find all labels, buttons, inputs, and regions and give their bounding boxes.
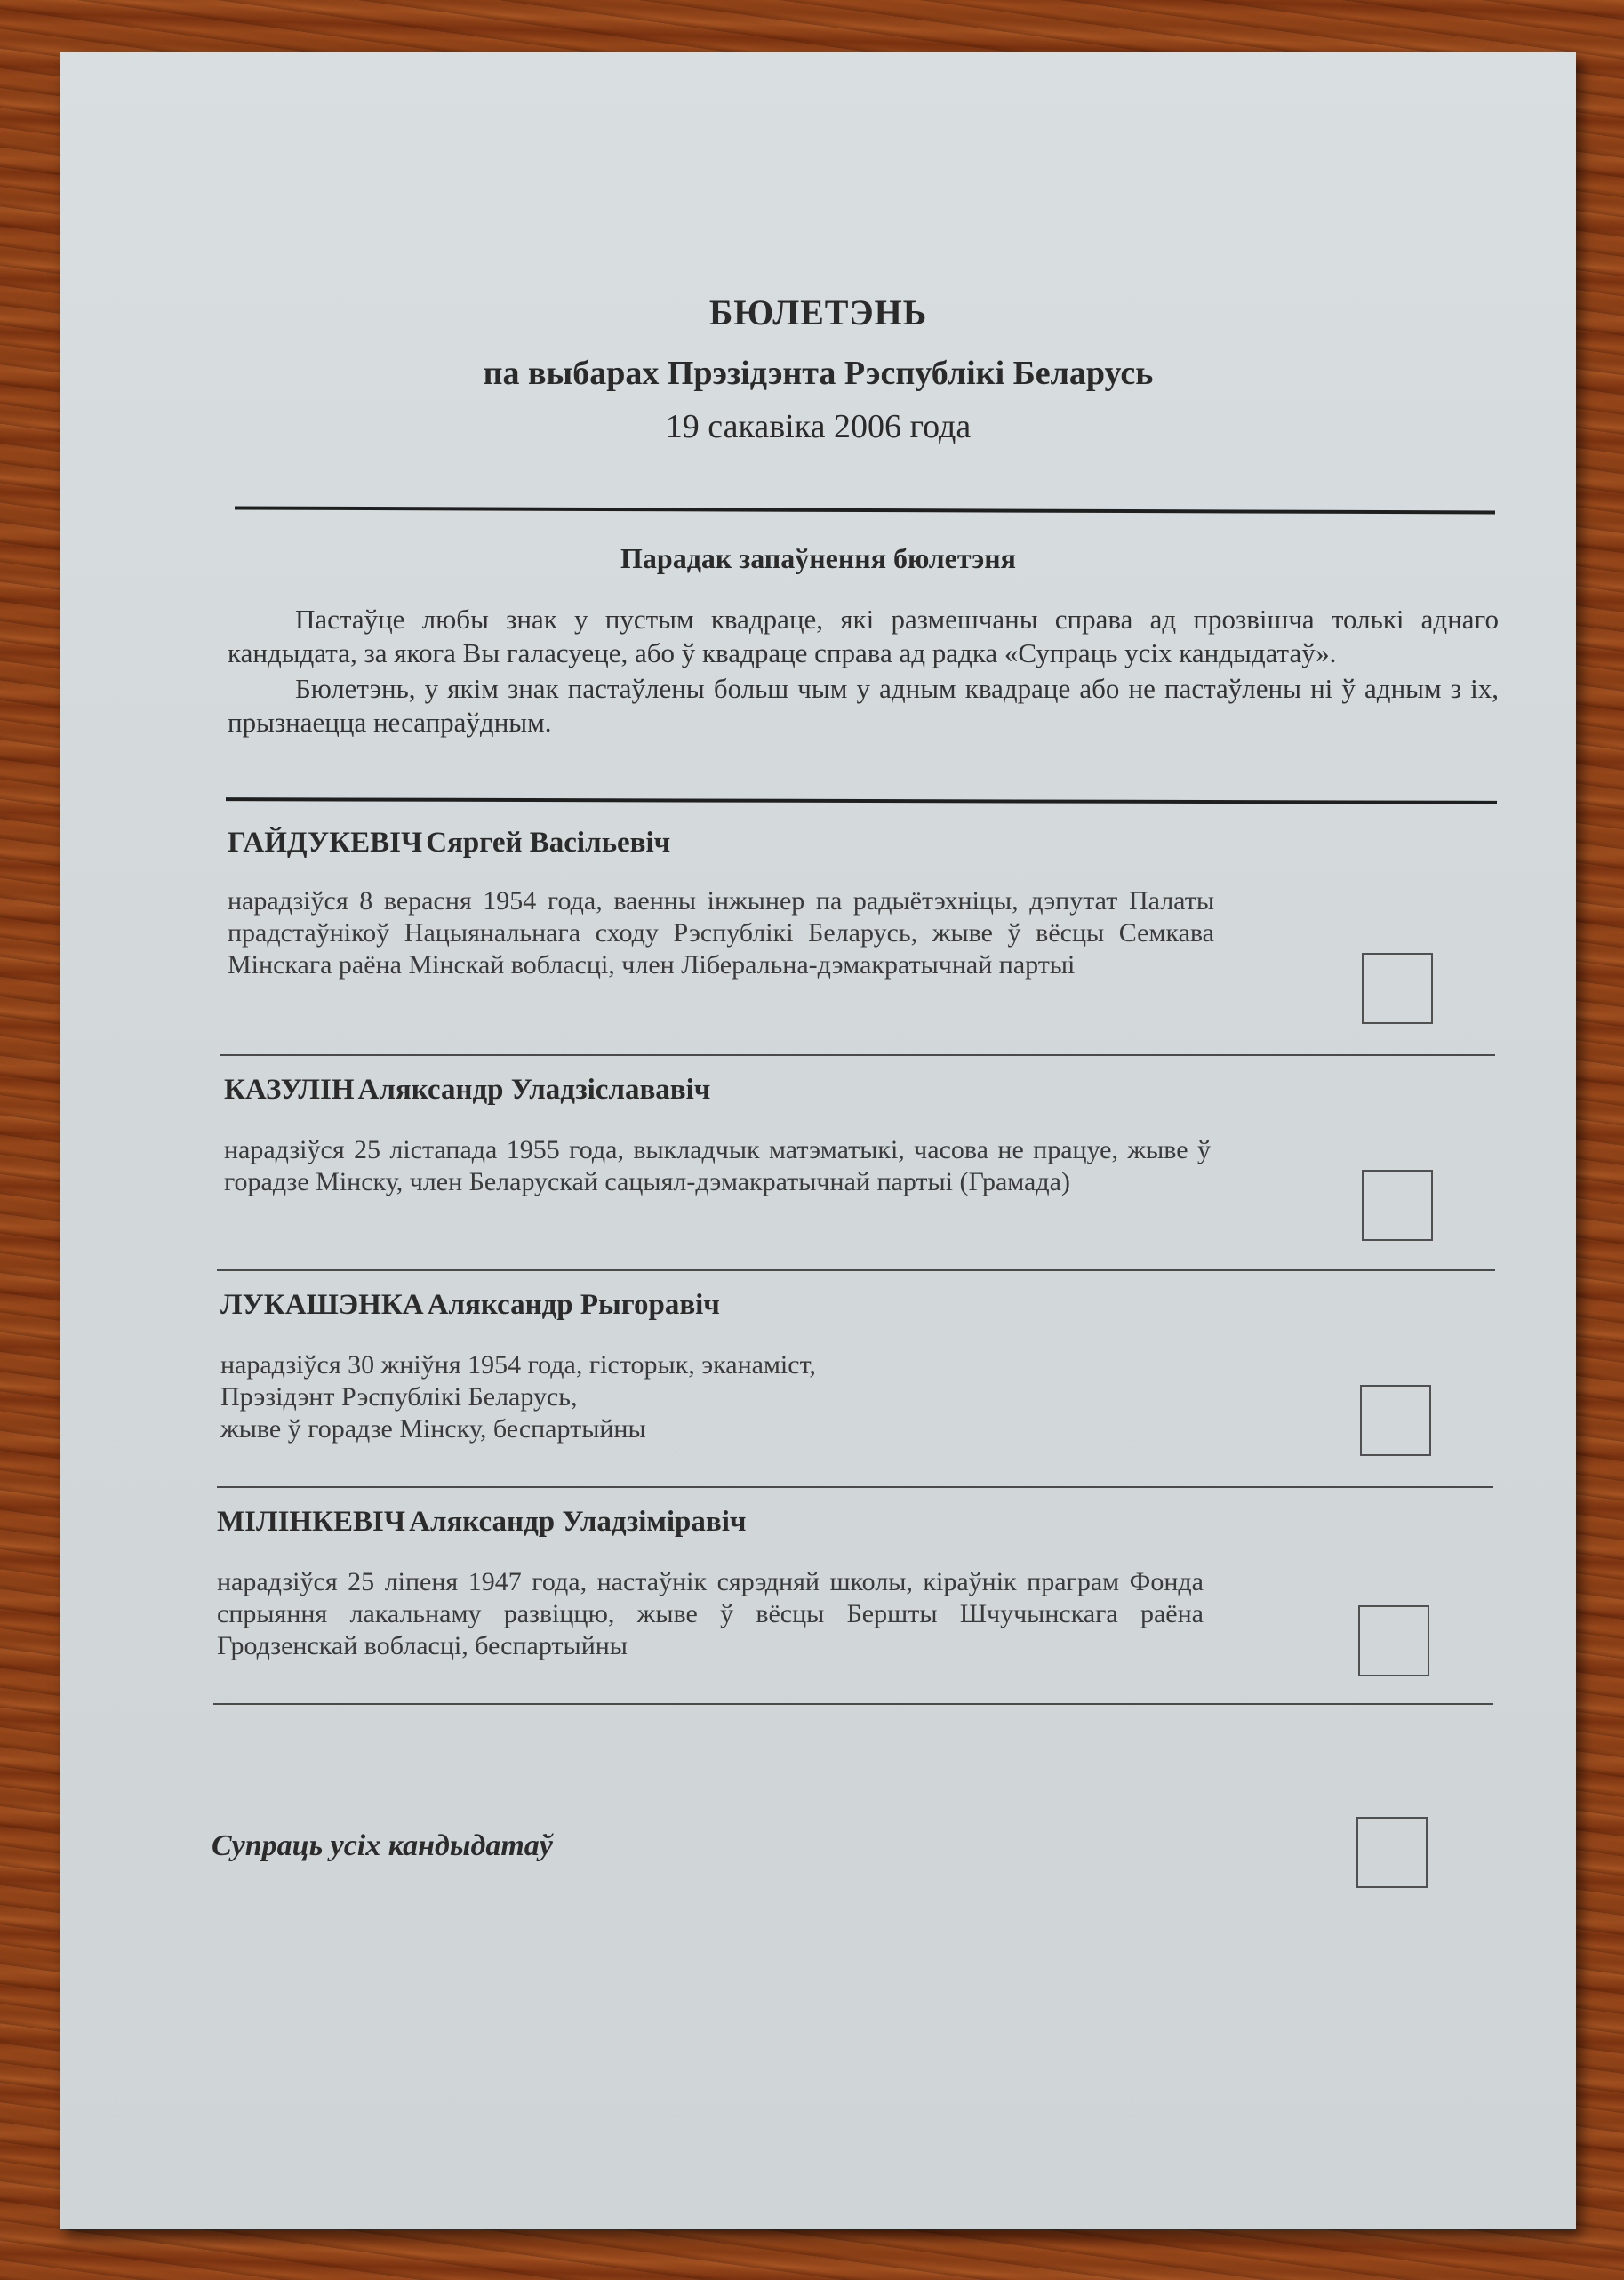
candidate-surname: ГАЙДУКЕВІЧ xyxy=(228,827,423,859)
ballot-title: БЮЛЕТЭНЬ xyxy=(708,292,928,332)
description-line: Прэзідэнт Рэспублікі Беларусь, xyxy=(220,1382,578,1412)
instructions-paragraph-1: Пастаўце любы знак у пустым квадраце, які размешчаны справа ад прозвішча толькі аднаго кандыдата, за якога Вы галасуеце, або ў квадраце справа ад радка «Супраць усіх кандыдатаў». xyxy=(228,604,1499,668)
candidate-divider xyxy=(220,1054,1495,1056)
candidate-given-name: Сяргей Васільевіч xyxy=(426,827,671,859)
header-divider xyxy=(235,507,1495,515)
candidate-description-4: нарадзіўся 25 ліпеня 1947 года, настаўнік сярэдняй школы, кіраўнік праграм Фонда спрыяння лакальнаму развіццю, жыве ў вёсцы Бершты Шчучынскага раёна Гродзенскай вобласці, беспартыйны xyxy=(217,1567,1204,1660)
candidate-name-1 xyxy=(228,827,670,860)
vote-checkbox-candidate-3[interactable] xyxy=(1360,1385,1431,1456)
vote-checkbox-candidate-4[interactable] xyxy=(1358,1605,1429,1676)
vote-checkbox-candidate-2[interactable] xyxy=(1362,1170,1433,1241)
instructions-title: Парадак запаўнення бюлетэня xyxy=(620,542,1016,574)
vote-checkbox-candidate-1[interactable] xyxy=(1362,953,1433,1024)
candidate-name-4 xyxy=(217,1506,747,1539)
instructions xyxy=(228,603,1499,740)
candidate-given-name: Аляксандр Уладзіслававіч xyxy=(357,1074,711,1106)
candidate-name-3 xyxy=(220,1289,720,1322)
ballot-subtitle: па выбарах Прэзідэнта Рэспублікі Беларусь xyxy=(483,355,1154,392)
against-all-label: Супраць усіх кандыдатаў xyxy=(212,1829,553,1862)
instructions-divider xyxy=(226,797,1497,804)
election-date: 19 сакавіка 2006 года xyxy=(665,408,972,445)
candidate-name-2 xyxy=(224,1074,710,1107)
candidate-surname: МІЛІНКЕВІЧ xyxy=(217,1506,406,1538)
vote-checkbox-against-all[interactable] xyxy=(1356,1817,1428,1888)
candidate-surname: КАЗУЛІН xyxy=(224,1074,355,1106)
candidate-description-3 xyxy=(220,1349,1207,1445)
description-line: жыве ў горадзе Мінску, беспартыйны xyxy=(220,1414,646,1444)
ballot-paper xyxy=(60,52,1576,2229)
description-line: нарадзіўся 30 жніўня 1954 года, гісторык, эканаміст, xyxy=(220,1350,816,1380)
instructions-paragraph-2: Бюлетэнь, у якім знак пастаўлены больш чым у адным квадраце або не пастаўлены ні ў адным з іх, прызнаецца несапраўдным. xyxy=(228,673,1499,738)
candidate-divider xyxy=(213,1703,1493,1705)
candidate-given-name: Аляксандр Уладзіміравіч xyxy=(409,1506,747,1538)
candidate-divider xyxy=(217,1486,1493,1488)
candidate-description-1: нарадзіўся 8 верасня 1954 года, ваенны інжынер па радыётэхніцы, дэпутат Палаты прадстаўнікоў Нацыянальнага сходу Рэспублікі Беларусь, жыве ў вёсцы Семкава Мінскага раёна Мінскай вобласці, член Ліберальна-дэмакратычнай партыі xyxy=(228,886,1214,980)
candidate-surname: ЛУКАШЭНКА xyxy=(220,1289,424,1321)
candidate-description-2: нарадзіўся 25 лістапада 1955 года, выкладчык матэматыкі, часова не працуе, жыве ў горадзе Мінску, член Беларускай сацыял-дэмакратычнай партыі (Грамада) xyxy=(224,1135,1211,1196)
candidate-given-name: Аляксандр Рыгоравіч xyxy=(427,1289,720,1321)
candidate-divider xyxy=(217,1269,1495,1271)
